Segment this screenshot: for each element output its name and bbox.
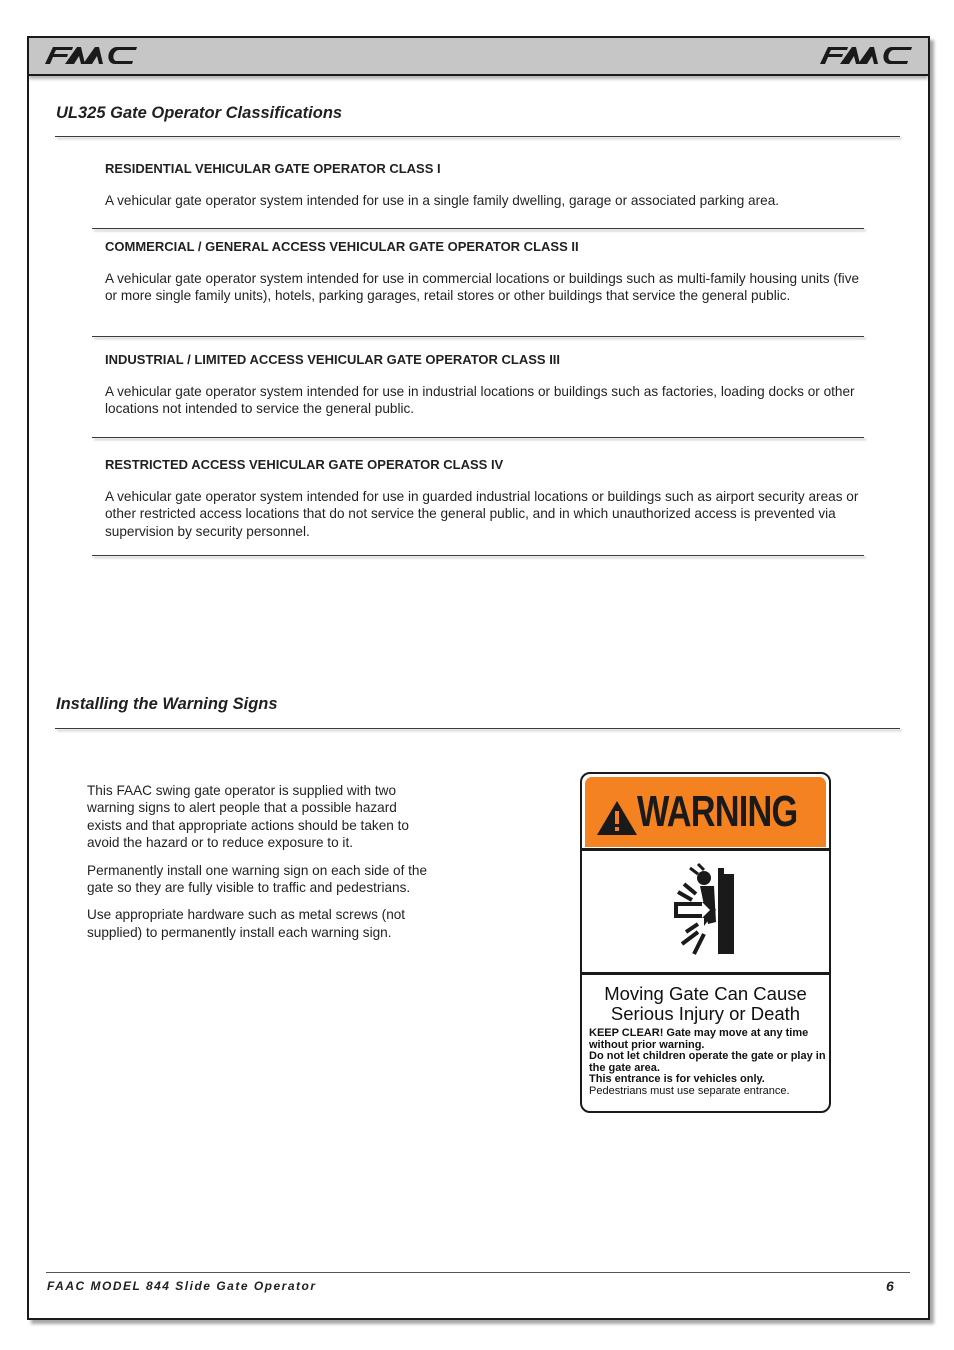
class-heading: COMMERCIAL / GENERAL ACCESS VEHICULAR GATE OPERATOR CLASS II	[105, 239, 579, 254]
class-description: A vehicular gate operator system intended for use in industrial locations or buildings such as factories, loading docks or other locations not intended to service the general public.	[105, 384, 855, 417]
page-number: 6	[886, 1278, 894, 1294]
footer-model: FAAC MODEL 844 Slide Gate Operator	[47, 1279, 317, 1293]
sign-instruction-line: Do not let children operate the gate or play in the gate area.	[589, 1050, 826, 1074]
warning-instructions	[87, 782, 432, 951]
sign-divider	[582, 972, 829, 975]
class-heading: INDUSTRIAL / LIMITED ACCESS VEHICULAR GATE OPERATOR CLASS III	[105, 352, 561, 367]
sign-title-line2: Serious Injury or Death	[610, 1003, 801, 1024]
sign-instruction-line: KEEP CLEAR! Gate may move at any time without prior warning.	[589, 1027, 809, 1051]
instruction-paragraph: This FAAC swing gate operator is supplied with two warning signs to alert people that a possible hazard exists and that appropriate actions should be taken to avoid the hazard or to reduce exposure to it.	[87, 783, 409, 851]
header-bar	[29, 38, 928, 76]
class-divider	[92, 555, 864, 556]
sign-instruction-line: Pedestrians must use separate entrance.	[589, 1084, 790, 1097]
class-heading: RESTRICTED ACCESS VEHICULAR GATE OPERATOR CLASS IV	[105, 457, 504, 472]
sign-divider	[582, 848, 829, 851]
page-frame	[27, 36, 930, 1320]
faac-logo-right-mark	[818, 44, 914, 66]
section-rule	[55, 728, 900, 729]
gate-crush-hazard-icon	[664, 862, 744, 962]
faac-logo-left	[43, 44, 139, 66]
warning-sign	[580, 772, 831, 1113]
section-rule	[55, 136, 900, 137]
sign-title-line1: Moving Gate Can Cause	[604, 983, 807, 1004]
sign-instruction-line: This entrance is for vehicles only.	[589, 1073, 765, 1085]
class-divider	[92, 437, 864, 438]
class-heading: RESIDENTIAL VEHICULAR GATE OPERATOR CLASS I	[105, 161, 441, 176]
class-description: A vehicular gate operator system intended for use in guarded industrial locations or buildings such as airport security areas or other restricted access locations that do not service the general public, and in which unauthorized access is prevented via supervision by security personnel.	[105, 489, 859, 539]
footer-rule	[46, 1272, 910, 1273]
instruction-paragraph: Use appropriate hardware such as metal screws (not supplied) to permanently install each warning sign.	[87, 907, 406, 940]
section-title-warning-signs: Installing the Warning Signs	[56, 695, 278, 713]
warning-triangle-icon	[595, 799, 639, 837]
warning-word: WARNING	[637, 787, 798, 836]
faac-logo-left-mark	[43, 44, 139, 66]
instruction-paragraph: Permanently install one warning sign on each side of the gate so they are fully visible to traffic and pedestrians.	[87, 862, 428, 896]
class-divider	[92, 336, 864, 337]
class-description: A vehicular gate operator system intended for use in commercial locations or buildings such as multi-family housing units (five or more single family units), hotels, parking garages, retail stores or other buildings that service the general public.	[105, 271, 860, 304]
sign-instructions	[589, 1028, 827, 1097]
class-description: A vehicular gate operator system intended for use in a single family dwelling, garage or associated parking area.	[105, 193, 780, 208]
faac-logo-right	[818, 44, 914, 66]
warning-sign-header	[585, 777, 826, 847]
section-title-classifications: UL325 Gate Operator Classifications	[56, 104, 343, 122]
class-divider	[92, 228, 864, 229]
